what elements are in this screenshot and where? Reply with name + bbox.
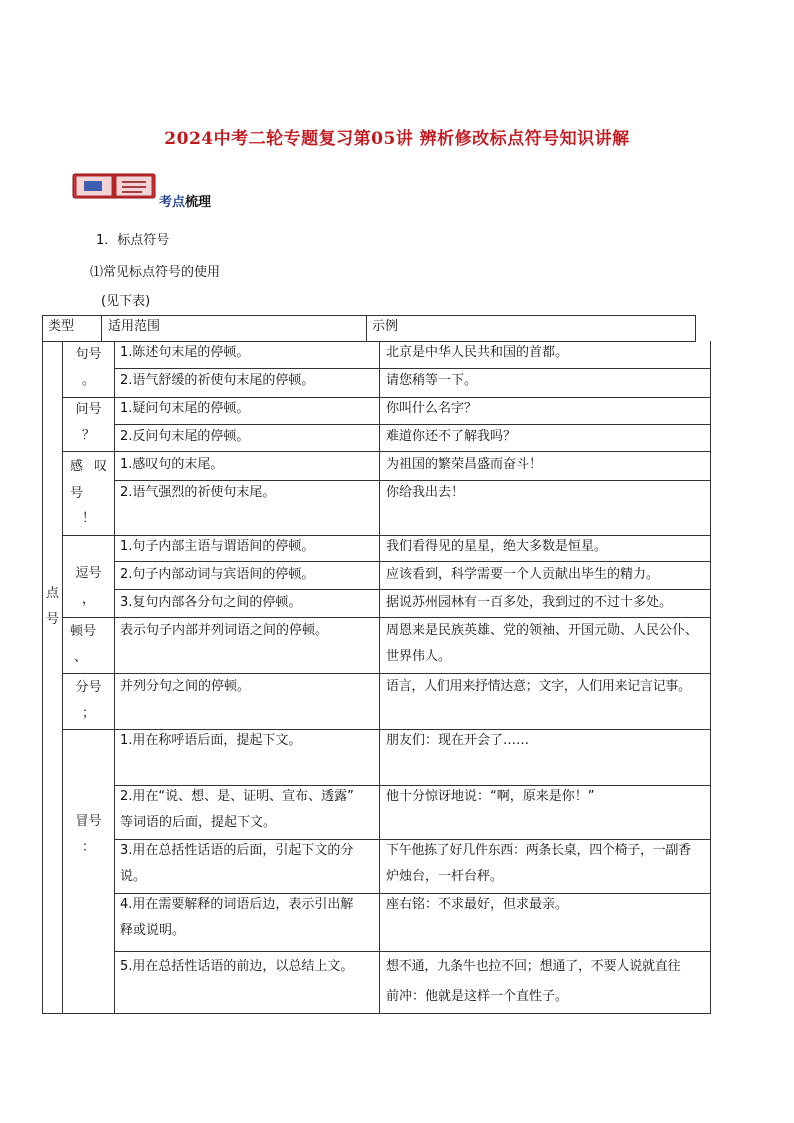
example-cell: 你给我出去！ bbox=[386, 485, 465, 500]
example-cell: 炉烛台，一杆台秤。 bbox=[386, 869, 504, 884]
section-heading-prefix: 考点 bbox=[159, 195, 186, 210]
grid-line bbox=[42, 341, 43, 1014]
grid-line bbox=[42, 1013, 711, 1014]
example-cell: 语言，人们用来抒情达意；文字，人们用来记言记事。 bbox=[386, 679, 691, 694]
type-gantan: 感 bbox=[70, 459, 84, 474]
heading-common-usage: ⑴常见标点符号的使用 bbox=[90, 265, 221, 280]
scope-cell: 5.用在总括性话语的前边，以总结上文。 bbox=[120, 959, 354, 974]
scope-cell: 表示句子内部并列词语之间的停顿。 bbox=[120, 623, 329, 638]
scope-cell: 等词语的后面，提起下文。 bbox=[120, 815, 277, 830]
scope-cell: 释或说明。 bbox=[120, 923, 186, 938]
example-cell: 想不通，九条牛也拉不回；想通了，不要人说就直往 bbox=[386, 959, 681, 974]
scope-cell: 4.用在需要解释的词语后边，表示引出解 bbox=[120, 897, 354, 912]
grid-line bbox=[695, 315, 696, 342]
scope-cell: 2.用在“说、想、是、证明、宣布、透露” bbox=[120, 789, 354, 804]
type-fenhao: 分号 bbox=[75, 680, 102, 695]
scope-cell: 2.语气强烈的祈使句末尾。 bbox=[120, 485, 276, 500]
grid-line bbox=[366, 315, 367, 342]
scope-cell: 1.陈述句末尾的停顿。 bbox=[120, 345, 250, 360]
type-maohao-mark: ： bbox=[81, 840, 95, 855]
scope-cell: 2.反问句末尾的停顿。 bbox=[120, 429, 250, 444]
heading-punctuation: 1．标点符号 bbox=[96, 233, 170, 248]
scope-cell: 2.语气舒缓的祈使句末尾的停顿。 bbox=[120, 373, 315, 388]
type-juhao-mark: 。 bbox=[81, 373, 95, 388]
example-cell: 据说苏州园林有一百多处，我到过的不过十多处。 bbox=[386, 595, 673, 610]
scope-cell: 说。 bbox=[120, 869, 147, 884]
grid-line bbox=[101, 315, 102, 342]
example-cell: 他十分惊讶地说：“啊，原来是你！” bbox=[386, 789, 595, 804]
see-table-note: (见下表) bbox=[101, 294, 151, 309]
type-wenhao-mark: ？ bbox=[81, 428, 95, 443]
grid-line bbox=[114, 341, 115, 1014]
scope-cell: 3.复句内部各分句之间的停顿。 bbox=[120, 595, 302, 610]
header-scope: 适用范围 bbox=[108, 319, 161, 334]
example-cell: 应该看到，科学需要一个人贡献出毕生的精力。 bbox=[386, 567, 660, 582]
scope-cell: 1.用在称呼语后面，提起下文。 bbox=[120, 733, 302, 748]
type-fenhao-mark: ； bbox=[81, 706, 95, 721]
type-douhao-mark: ， bbox=[81, 592, 95, 607]
type-gantan: 号 bbox=[70, 486, 84, 501]
example-cell: 北京是中华人民共和国的首都。 bbox=[386, 345, 569, 360]
grid-line bbox=[710, 341, 711, 1014]
scope-cell: 3.用在总括性话语的后面，引起下文的分 bbox=[120, 843, 354, 858]
header-type: 类型 bbox=[48, 319, 75, 334]
type-dunhao: 顿号 bbox=[70, 624, 97, 639]
example-cell: 朋友们：现在开会了…… bbox=[386, 733, 530, 748]
type-juhao: 句号 bbox=[75, 347, 102, 362]
type-gantan: 叹 bbox=[94, 459, 108, 474]
type-maohao: 冒号 bbox=[75, 814, 102, 829]
example-cell: 周恩来是民族英雄、党的领袖、开国元勋、人民公仆、 bbox=[386, 623, 699, 638]
type-dunhao-mark: 、 bbox=[74, 650, 88, 665]
page-title: 2024中考二轮专题复习第05讲 辨析修改标点符号知识讲解 bbox=[164, 129, 630, 149]
scope-cell: 2.句子内部动词与宾语间的停顿。 bbox=[120, 567, 315, 582]
scope-cell: 1.感叹句的末尾。 bbox=[120, 457, 224, 472]
example-cell: 我们看得见的星星，绝大多数是恒星。 bbox=[386, 539, 608, 554]
grid-line bbox=[114, 951, 711, 952]
scope-cell: 并列分句之间的停顿。 bbox=[120, 679, 251, 694]
example-cell: 世界伟人。 bbox=[386, 649, 452, 664]
header-example: 示例 bbox=[372, 319, 399, 334]
grid-line bbox=[42, 315, 43, 342]
example-cell: 你叫什么名字？ bbox=[386, 401, 478, 416]
group-label-char: 点 bbox=[45, 586, 59, 601]
group-label-char: 号 bbox=[45, 612, 59, 627]
type-wenhao: 问号 bbox=[75, 402, 102, 417]
scope-cell: 1.句子内部主语与谓语间的停顿。 bbox=[120, 539, 315, 554]
scope-cell: 1.疑问句末尾的停顿。 bbox=[120, 401, 250, 416]
example-cell: 难道你还不了解我吗？ bbox=[386, 429, 517, 444]
section-heading-rest: 梳理 bbox=[185, 195, 212, 210]
type-gantan-mark: ！ bbox=[81, 511, 95, 526]
example-cell: 请您稍等一下。 bbox=[386, 373, 478, 388]
type-douhao: 逗号 bbox=[75, 566, 102, 581]
example-cell: 座右铭：不求最好，但求最亲。 bbox=[386, 897, 569, 912]
open-book-banner-icon bbox=[72, 172, 156, 200]
example-cell: 为祖国的繁荣昌盛而奋斗！ bbox=[386, 457, 543, 472]
example-cell: 下午他拣了好几件东西：两条长桌，四个椅子，一副香 bbox=[386, 843, 691, 858]
example-cell: 前冲：他就是这样一个直性子。 bbox=[386, 989, 569, 1004]
section-heading bbox=[159, 191, 211, 210]
grid-line bbox=[379, 341, 380, 1014]
